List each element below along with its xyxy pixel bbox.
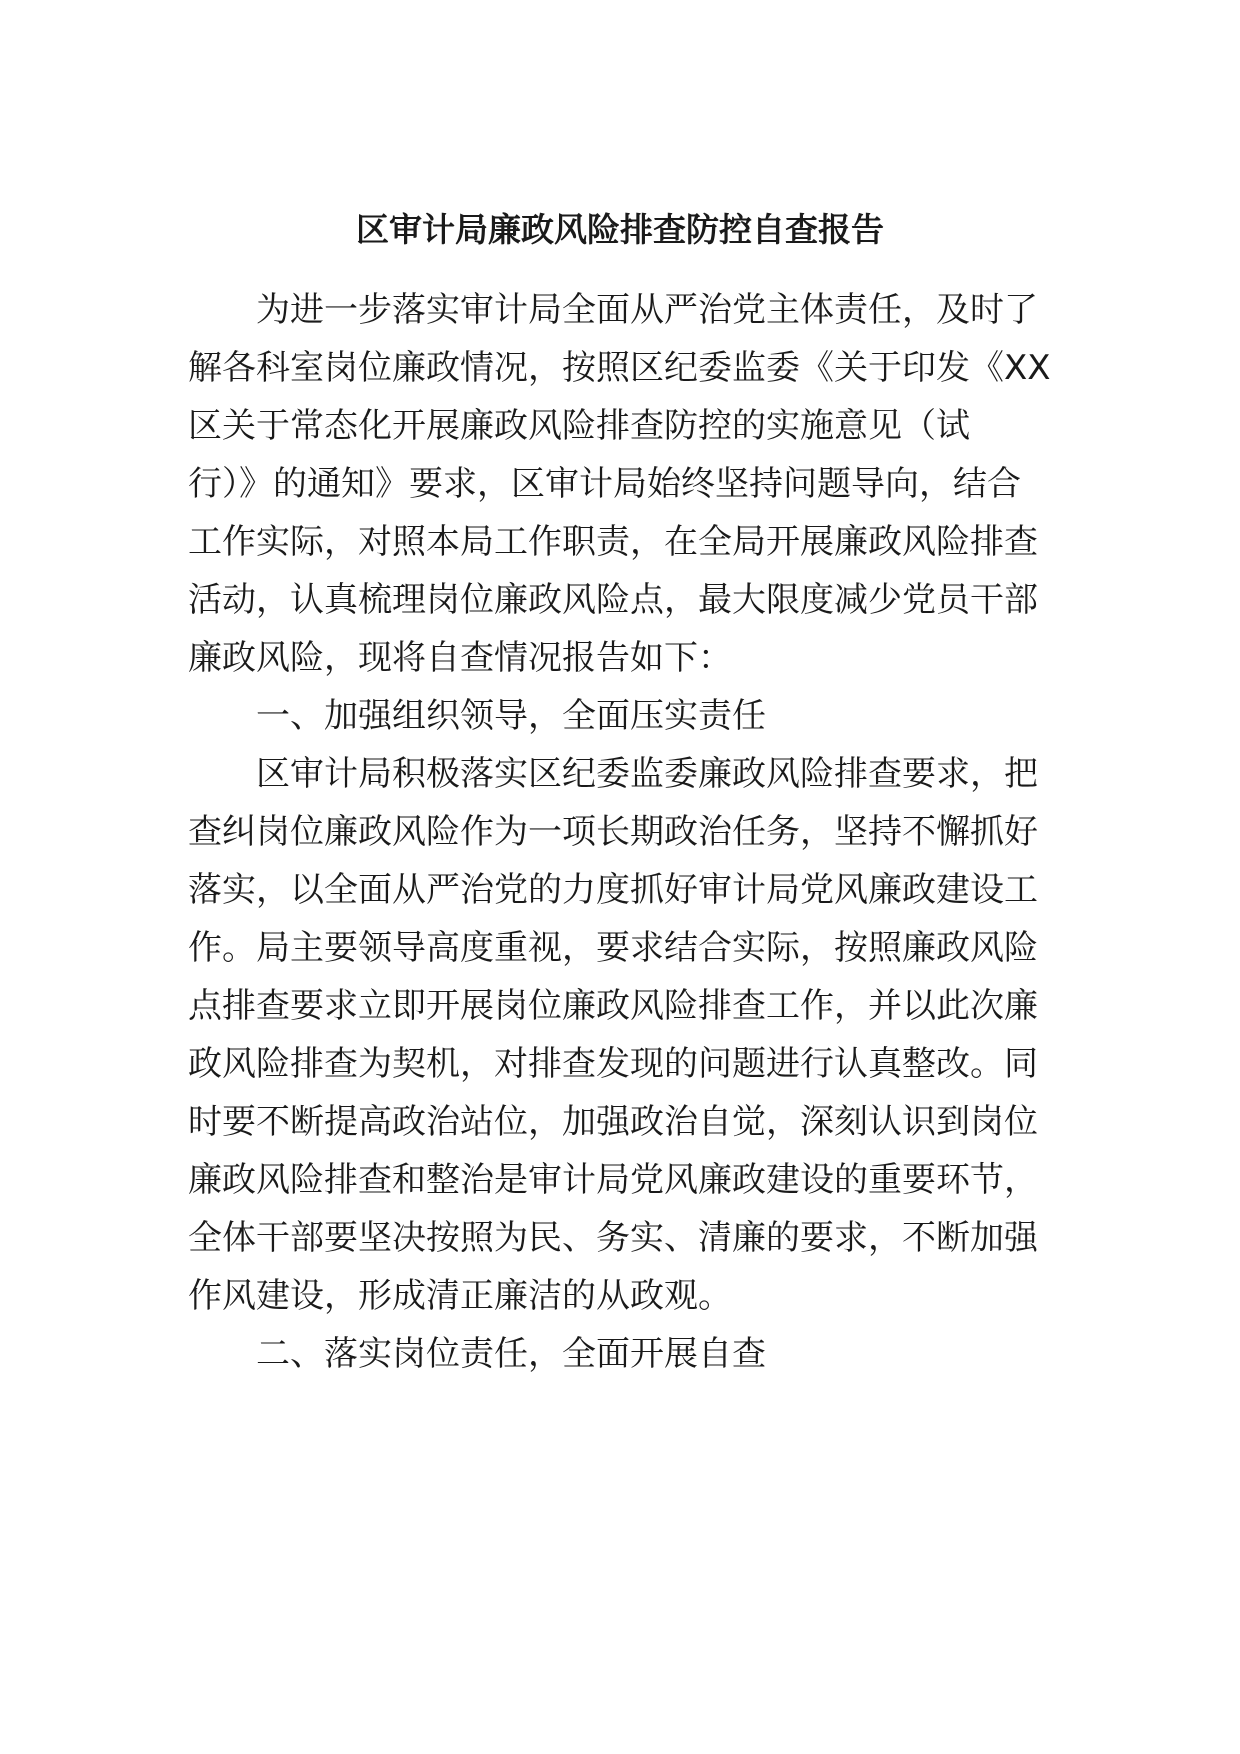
document-title: 区审计局廉政风险排查防控自查报告 <box>356 210 884 249</box>
paragraph-line: 时要不断提高政治站位，加强政治自觉，深刻认识到岗位 <box>188 1102 1038 1142</box>
paragraph-line: 作风建设，形成清正廉洁的从政观。 <box>188 1276 732 1316</box>
paragraph-line: 为进一步落实审计局全面从严治党主体责任，及时了 <box>256 290 1038 330</box>
paragraph-line: 工作实际，对照本局工作职责，在全局开展廉政风险排查 <box>188 522 1038 562</box>
paragraph-line: 点排查要求立即开展岗位廉政风险排查工作，并以此次廉 <box>188 986 1038 1026</box>
paragraph-line: 政风险排查为契机，对排查发现的问题进行认真整改。同 <box>188 1044 1038 1084</box>
section-heading-1: 一、加强组织领导，全面压实责任 <box>256 696 766 736</box>
paragraph-line: 落实，以全面从严治党的力度抓好审计局党风廉政建设工 <box>188 870 1038 910</box>
paragraph-line: 区审计局积极落实区纪委监委廉政风险排查要求，把 <box>256 754 1038 794</box>
paragraph-line: 活动，认真梳理岗位廉政风险点，最大限度减少党员干部 <box>188 580 1038 620</box>
paragraph-line: 行）》的通知》要求，区审计局始终坚持问题导向，结合 <box>188 464 1021 504</box>
paragraph-line: 廉政风险，现将自查情况报告如下： <box>188 638 732 678</box>
paragraph-line: 全体干部要坚决按照为民、务实、清廉的要求，不断加强 <box>188 1218 1038 1258</box>
section-heading-2: 二、落实岗位责任，全面开展自查 <box>256 1334 766 1374</box>
paragraph-line: 廉政风险排查和整治是审计局党风廉政建设的重要环节， <box>188 1160 1038 1200</box>
paragraph-line: 查纠岗位廉政风险作为一项长期政治任务，坚持不懈抓好 <box>188 812 1038 852</box>
paragraph-line: 区关于常态化开展廉政风险排查防控的实施意见（试 <box>188 406 970 446</box>
paragraph-line: 解各科室岗位廉政情况，按照区纪委监委《关于印发《XX <box>188 348 1051 388</box>
paragraph-line: 作。局主要领导高度重视，要求结合实际，按照廉政风险 <box>188 928 1038 968</box>
